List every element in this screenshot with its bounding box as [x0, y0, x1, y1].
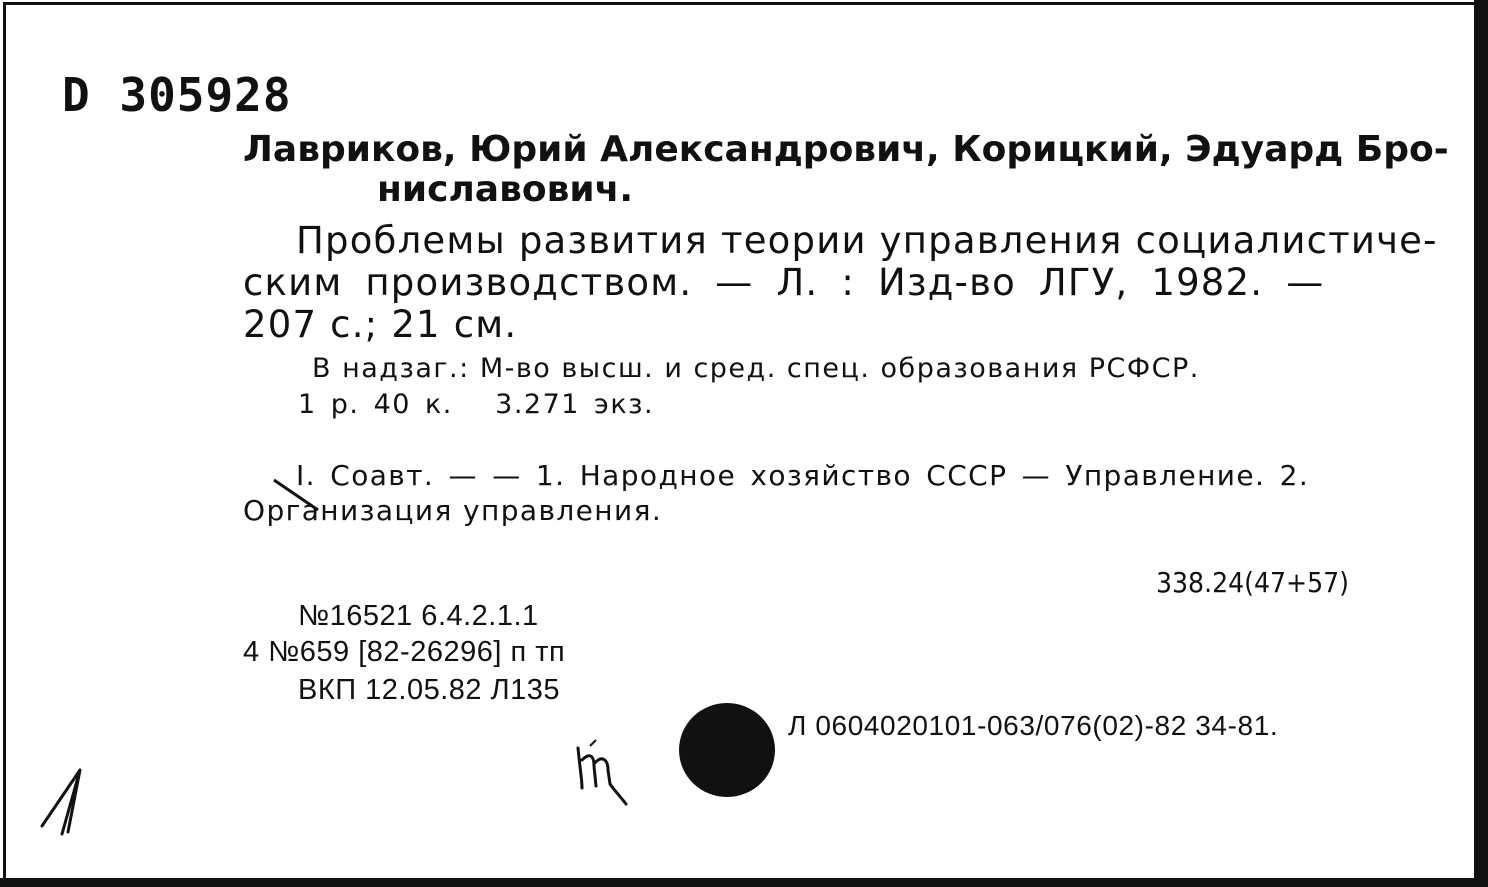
classification-code: 338.24(47+57) [1156, 566, 1349, 599]
note-line-2: 1 р. 40 к. 3.271 экз. [298, 389, 655, 420]
catalog-code: Л 0604020101-063/076(02)-82 34-81. [788, 710, 1279, 741]
card-edge-bottom [0, 878, 1488, 887]
pen-stroke-mark [270, 470, 330, 530]
card-edge-right [1474, 0, 1488, 887]
misc-line-1: №16521 6.4.2.1.1 [298, 600, 539, 632]
title-line-3: 207 с.; 21 см. [243, 303, 518, 346]
title-line-2: ским производством. — Л. : Изд-во ЛГУ, 1982. — [243, 261, 1325, 304]
misc-line-3: ВКП 12.05.82 Л135 [298, 674, 560, 706]
subject-line-2: Организация управления. [243, 494, 663, 527]
note-line-1: В надзаг.: М-во высш. и сред. спец. образования РСФСР. [312, 353, 1200, 384]
handwritten-initials [570, 738, 632, 810]
punch-hole-dot [679, 703, 775, 797]
handwritten-mark-left [34, 760, 94, 840]
call-number: D 305928 [62, 68, 292, 122]
subject-line-1: I. Соавт. — — 1. Народное хозяйство СССР — Управление. 2. [296, 459, 1310, 492]
title-line-1: Проблемы развития теории управления социалистиче- [296, 219, 1438, 262]
author-line-1: Лавриков, Юрий Александрович, Корицкий, Эдуард Бро- [243, 129, 1449, 170]
misc-line-2: 4 №659 [82-26296] п тп [243, 636, 566, 668]
author-line-2: ниславович. [377, 169, 634, 210]
